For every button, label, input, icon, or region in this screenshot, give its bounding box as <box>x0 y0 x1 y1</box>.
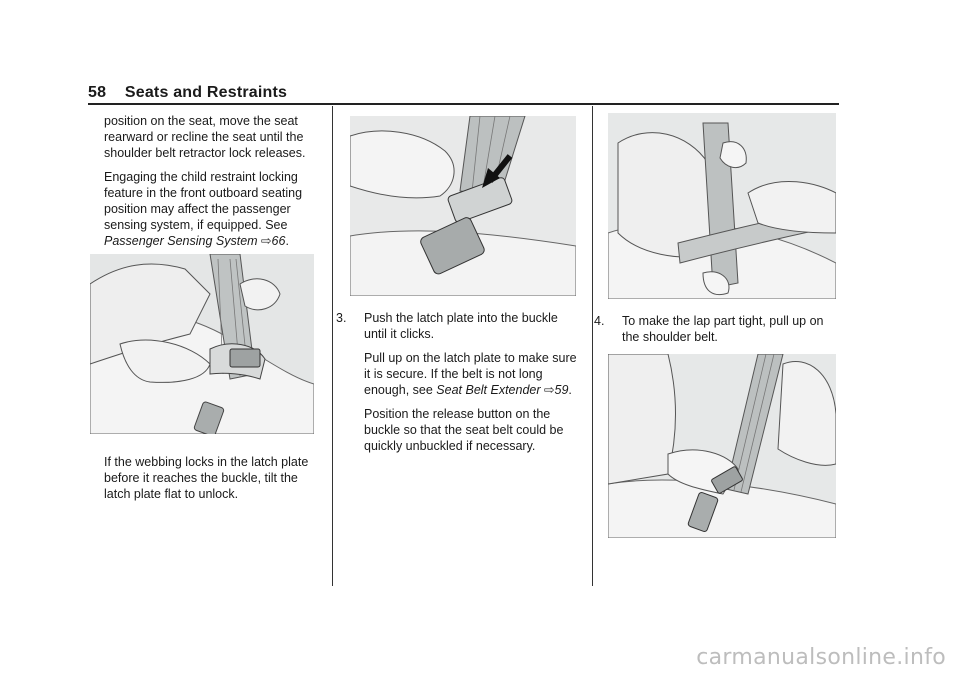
paragraph: Pull up on the latch plate to make sure it is secure. If the belt is not long enough, see Seat Belt Extender ⇨59. <box>364 351 577 397</box>
step-number: 4. <box>594 314 605 328</box>
illustration-latch-plate-webbing <box>90 254 314 434</box>
cross-reference-link[interactable]: Seat Belt Extender <box>436 383 541 397</box>
column-1-text-bottom <box>104 454 326 510</box>
paragraph: position on the seat, move the seat rearward or recline the seat until the shoulder belt retractor lock releases. <box>104 114 306 160</box>
paragraph: Engaging the child restraint locking feature in the front outboard seating position may affect the passenger sensing system, if equipped. See Passenger Sensing System ⇨66. <box>104 170 303 248</box>
step-3: 3. Push the latch plate into the buckle until it clicks. <box>336 311 558 341</box>
page-reference[interactable]: 66 <box>271 234 286 248</box>
illustration-pull-shoulder-belt <box>608 354 836 538</box>
paragraph: Position the release button on the buckle so that the seat belt could be quickly unbuckled if necessary. <box>364 407 564 453</box>
illustration-buckle-insert <box>350 116 576 296</box>
column-divider-2 <box>592 106 593 586</box>
step-number: 3. <box>336 311 347 325</box>
column-3-text <box>594 313 838 353</box>
page-ref-arrow-icon: ⇨ <box>544 383 555 397</box>
step-4: 4. To make the lap part tight, pull up on the shoulder belt. <box>594 314 824 344</box>
illustration-tighten-lap-belt <box>608 113 836 299</box>
page-reference[interactable]: 59 <box>554 383 569 397</box>
column-1-text-top <box>104 113 326 257</box>
column-2-text <box>336 310 582 462</box>
page-ref-arrow-icon: ⇨ <box>261 234 272 248</box>
column-divider-1 <box>332 106 333 586</box>
page-number: 58 <box>88 84 107 101</box>
page-header <box>88 84 287 102</box>
watermark: carmanualsonline.info <box>696 645 946 670</box>
header-rule <box>88 103 839 105</box>
paragraph: If the webbing locks in the latch plate before it reaches the buckle, tilt the latch plate flat to unlock. <box>104 455 309 501</box>
cross-reference-link[interactable]: Passenger Sensing System <box>104 234 258 248</box>
section-title: Seats and Restraints <box>124 84 288 101</box>
